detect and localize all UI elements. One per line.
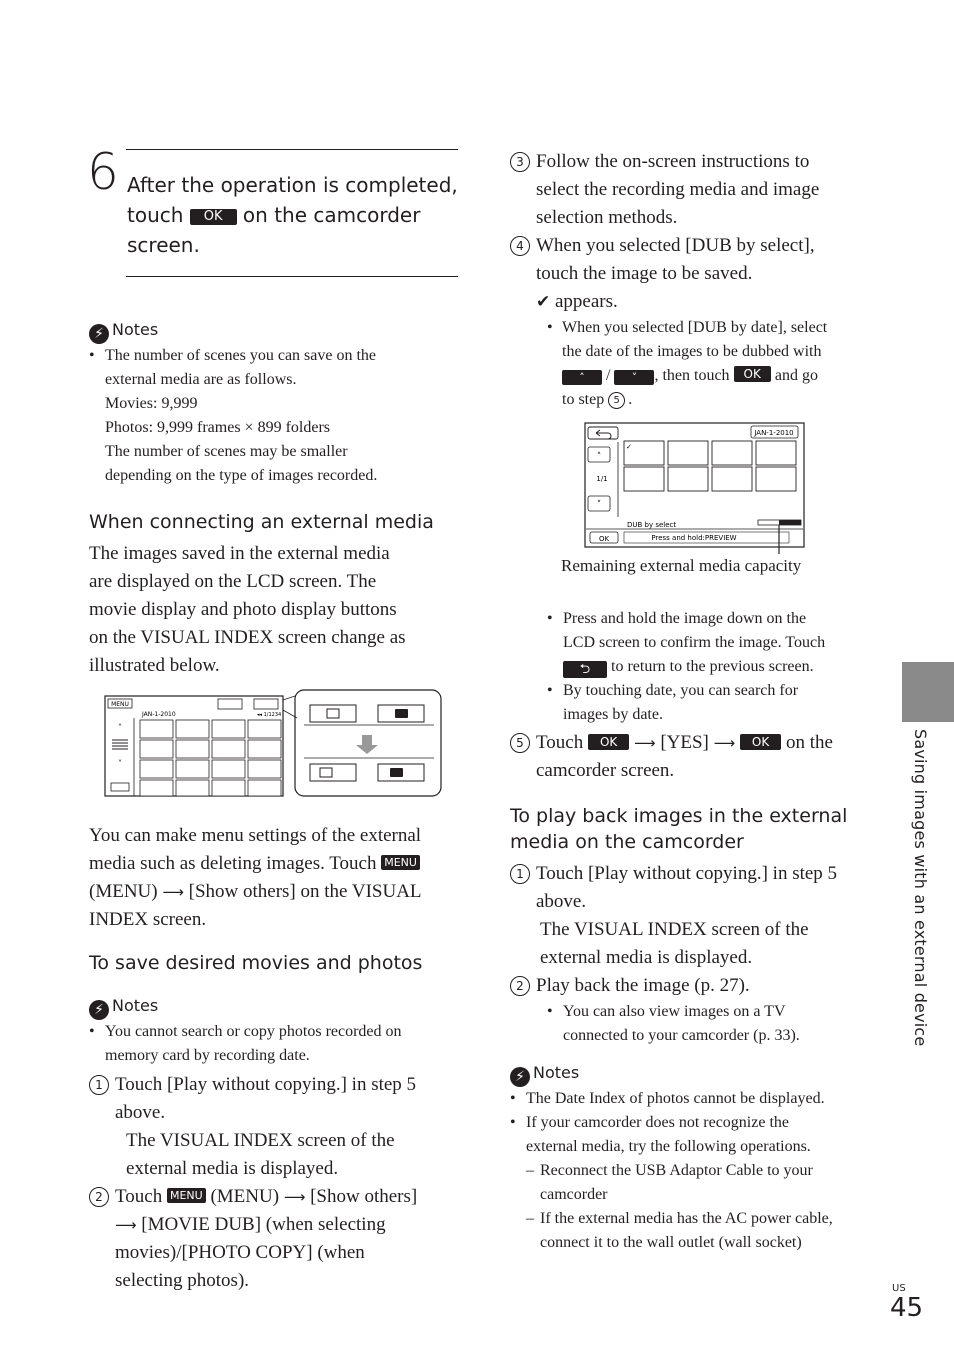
- step-number: 3: [510, 152, 530, 172]
- menu-button[interactable]: MENU: [381, 855, 420, 870]
- step-number: 4: [510, 236, 530, 256]
- menu-settings-text: You can make menu settings of the external media such as deleting images. Touch MENU (MENU) ⟶ [Show others] on the VISUAL INDEX screen.: [89, 825, 422, 930]
- visual-index-illustration: [104, 688, 444, 800]
- step-number: 5: [510, 733, 530, 753]
- step6-number: 6: [87, 143, 119, 201]
- step6-rule-bottom: [126, 276, 458, 277]
- step-number: 2: [89, 1187, 109, 1207]
- step-number: 2: [510, 976, 530, 996]
- save-heading: To save desired movies and photos: [89, 952, 423, 974]
- notes-icon: ⚡: [89, 324, 109, 344]
- notes2: ⚡ Notes • You cannot search or copy photos recorded on memory card by recording date.: [89, 996, 402, 1064]
- page-number: 45: [890, 1293, 924, 1323]
- ok-button[interactable]: OK: [740, 734, 781, 750]
- back-button[interactable]: ⮌: [563, 661, 607, 678]
- arrow-icon: ⟶: [162, 883, 184, 901]
- notes3: ⚡ Notes • The Date Index of photos cannot be displayed. • If your camcorder does not recognize the external media, try the following operations. – Reconnect the USB Adaptor Cable to your camcorder – If the external media has the AC power cable, connect it to the wall outlet (wall socket): [510, 1063, 833, 1251]
- connecting-heading: When connecting an external media: [89, 511, 434, 533]
- arrow-icon: ⟶: [115, 1216, 137, 1234]
- ok-button[interactable]: OK: [190, 209, 237, 225]
- page-region: US: [892, 1283, 906, 1294]
- arrow-icon: ⟶: [634, 734, 656, 752]
- svg-text:˄: ˄: [596, 452, 602, 462]
- illus2-mode: DUB by select: [627, 521, 677, 529]
- svg-text:◂◂ 1/1234: ◂◂ 1/1234: [257, 712, 282, 718]
- step5: 5 Touch OK ⟶ [YES] ⟶ OK on the camcorder screen.: [510, 729, 880, 785]
- svg-text:˅: ˅: [118, 759, 122, 768]
- playback-heading: To play back images in the external media on the camcorder: [510, 805, 848, 853]
- illus2-page: 1/1: [596, 475, 608, 483]
- svg-text:MENU: MENU: [111, 701, 129, 708]
- step-number: 1: [510, 864, 530, 884]
- down-button[interactable]: ˅: [614, 370, 654, 385]
- illus1-date: JAN-1-2010: [142, 711, 176, 718]
- svg-text:✓: ✓: [626, 443, 632, 451]
- check-icon: ✔: [536, 292, 551, 312]
- step6-rule-top: [126, 149, 458, 150]
- illus2-ok: OK: [598, 535, 610, 543]
- step-number: 5: [608, 392, 625, 409]
- illus2-hint: Press and hold:PREVIEW: [651, 534, 737, 542]
- notes1: ⚡ Notes • The number of scenes you can save on the external media are as follows. Movies: 9,999 Photos: 9,999 frames × 899 folders The number of scenes may be smaller depending on the type of images recorded.: [89, 320, 378, 484]
- right-steps: 3 Follow the on-screen instructions to select the recording media and image selection methods. 4 When you selected [DUB by select], touch the image to be saved. ✔ appears. • When you selected [DUB by date], select the date of the images to be dubbed with ˄ / ˅ , then touch OK and go to step 5 .: [510, 148, 880, 412]
- step-number: 1: [89, 1075, 109, 1095]
- up-button[interactable]: ˄: [562, 370, 602, 385]
- section-tab: [902, 662, 954, 722]
- dub-select-screen-illustration: [584, 422, 806, 554]
- ok-button[interactable]: OK: [588, 734, 629, 750]
- arrow-icon: ⟶: [713, 734, 736, 752]
- arrow-icon: ⟶: [283, 1188, 306, 1206]
- left-steps: 1 Touch [Play without copying.] in step 5 above. The VISUAL INDEX screen of the external media is displayed. 2 Touch MENU (MENU) ⟶ [Show others] ⟶ [MOVIE DUB] (when selecting movies)/[PHOTO COPY] (when selecting photos).: [89, 1071, 461, 1295]
- section-tab-label: Saving images with an external device: [911, 729, 930, 1047]
- menu-button[interactable]: MENU: [167, 1188, 206, 1203]
- notes-icon: ⚡: [510, 1067, 530, 1087]
- illus2-date: JAN-1-2010: [754, 429, 794, 437]
- right-bullets: • Press and hold the image down on the LCD screen to confirm the image. Touch ⮌ to return to the previous screen. • By touching date, you can search for images by date.: [547, 610, 826, 723]
- notes-icon: ⚡: [89, 1000, 109, 1020]
- step6-text: After the operation is completed, touch OK on the camcorder screen.: [127, 173, 458, 257]
- svg-text:˅: ˅: [596, 500, 602, 510]
- svg-text:˄: ˄: [118, 723, 122, 732]
- connecting-text: The images saved in the external media are displayed on the LCD screen. The movie display and photo display buttons on the VISUAL INDEX screen change as illustrated below.: [89, 543, 406, 676]
- playback-steps: 1 Touch [Play without copying.] in step 5 above. The VISUAL INDEX screen of the external media is displayed. 2 Play back the image (p. 27). • You can also view images on a TV connected to your camcorder (p. 33).: [510, 860, 880, 1048]
- capacity-caption: Remaining external media capacity: [561, 556, 802, 575]
- ok-button[interactable]: OK: [734, 366, 771, 382]
